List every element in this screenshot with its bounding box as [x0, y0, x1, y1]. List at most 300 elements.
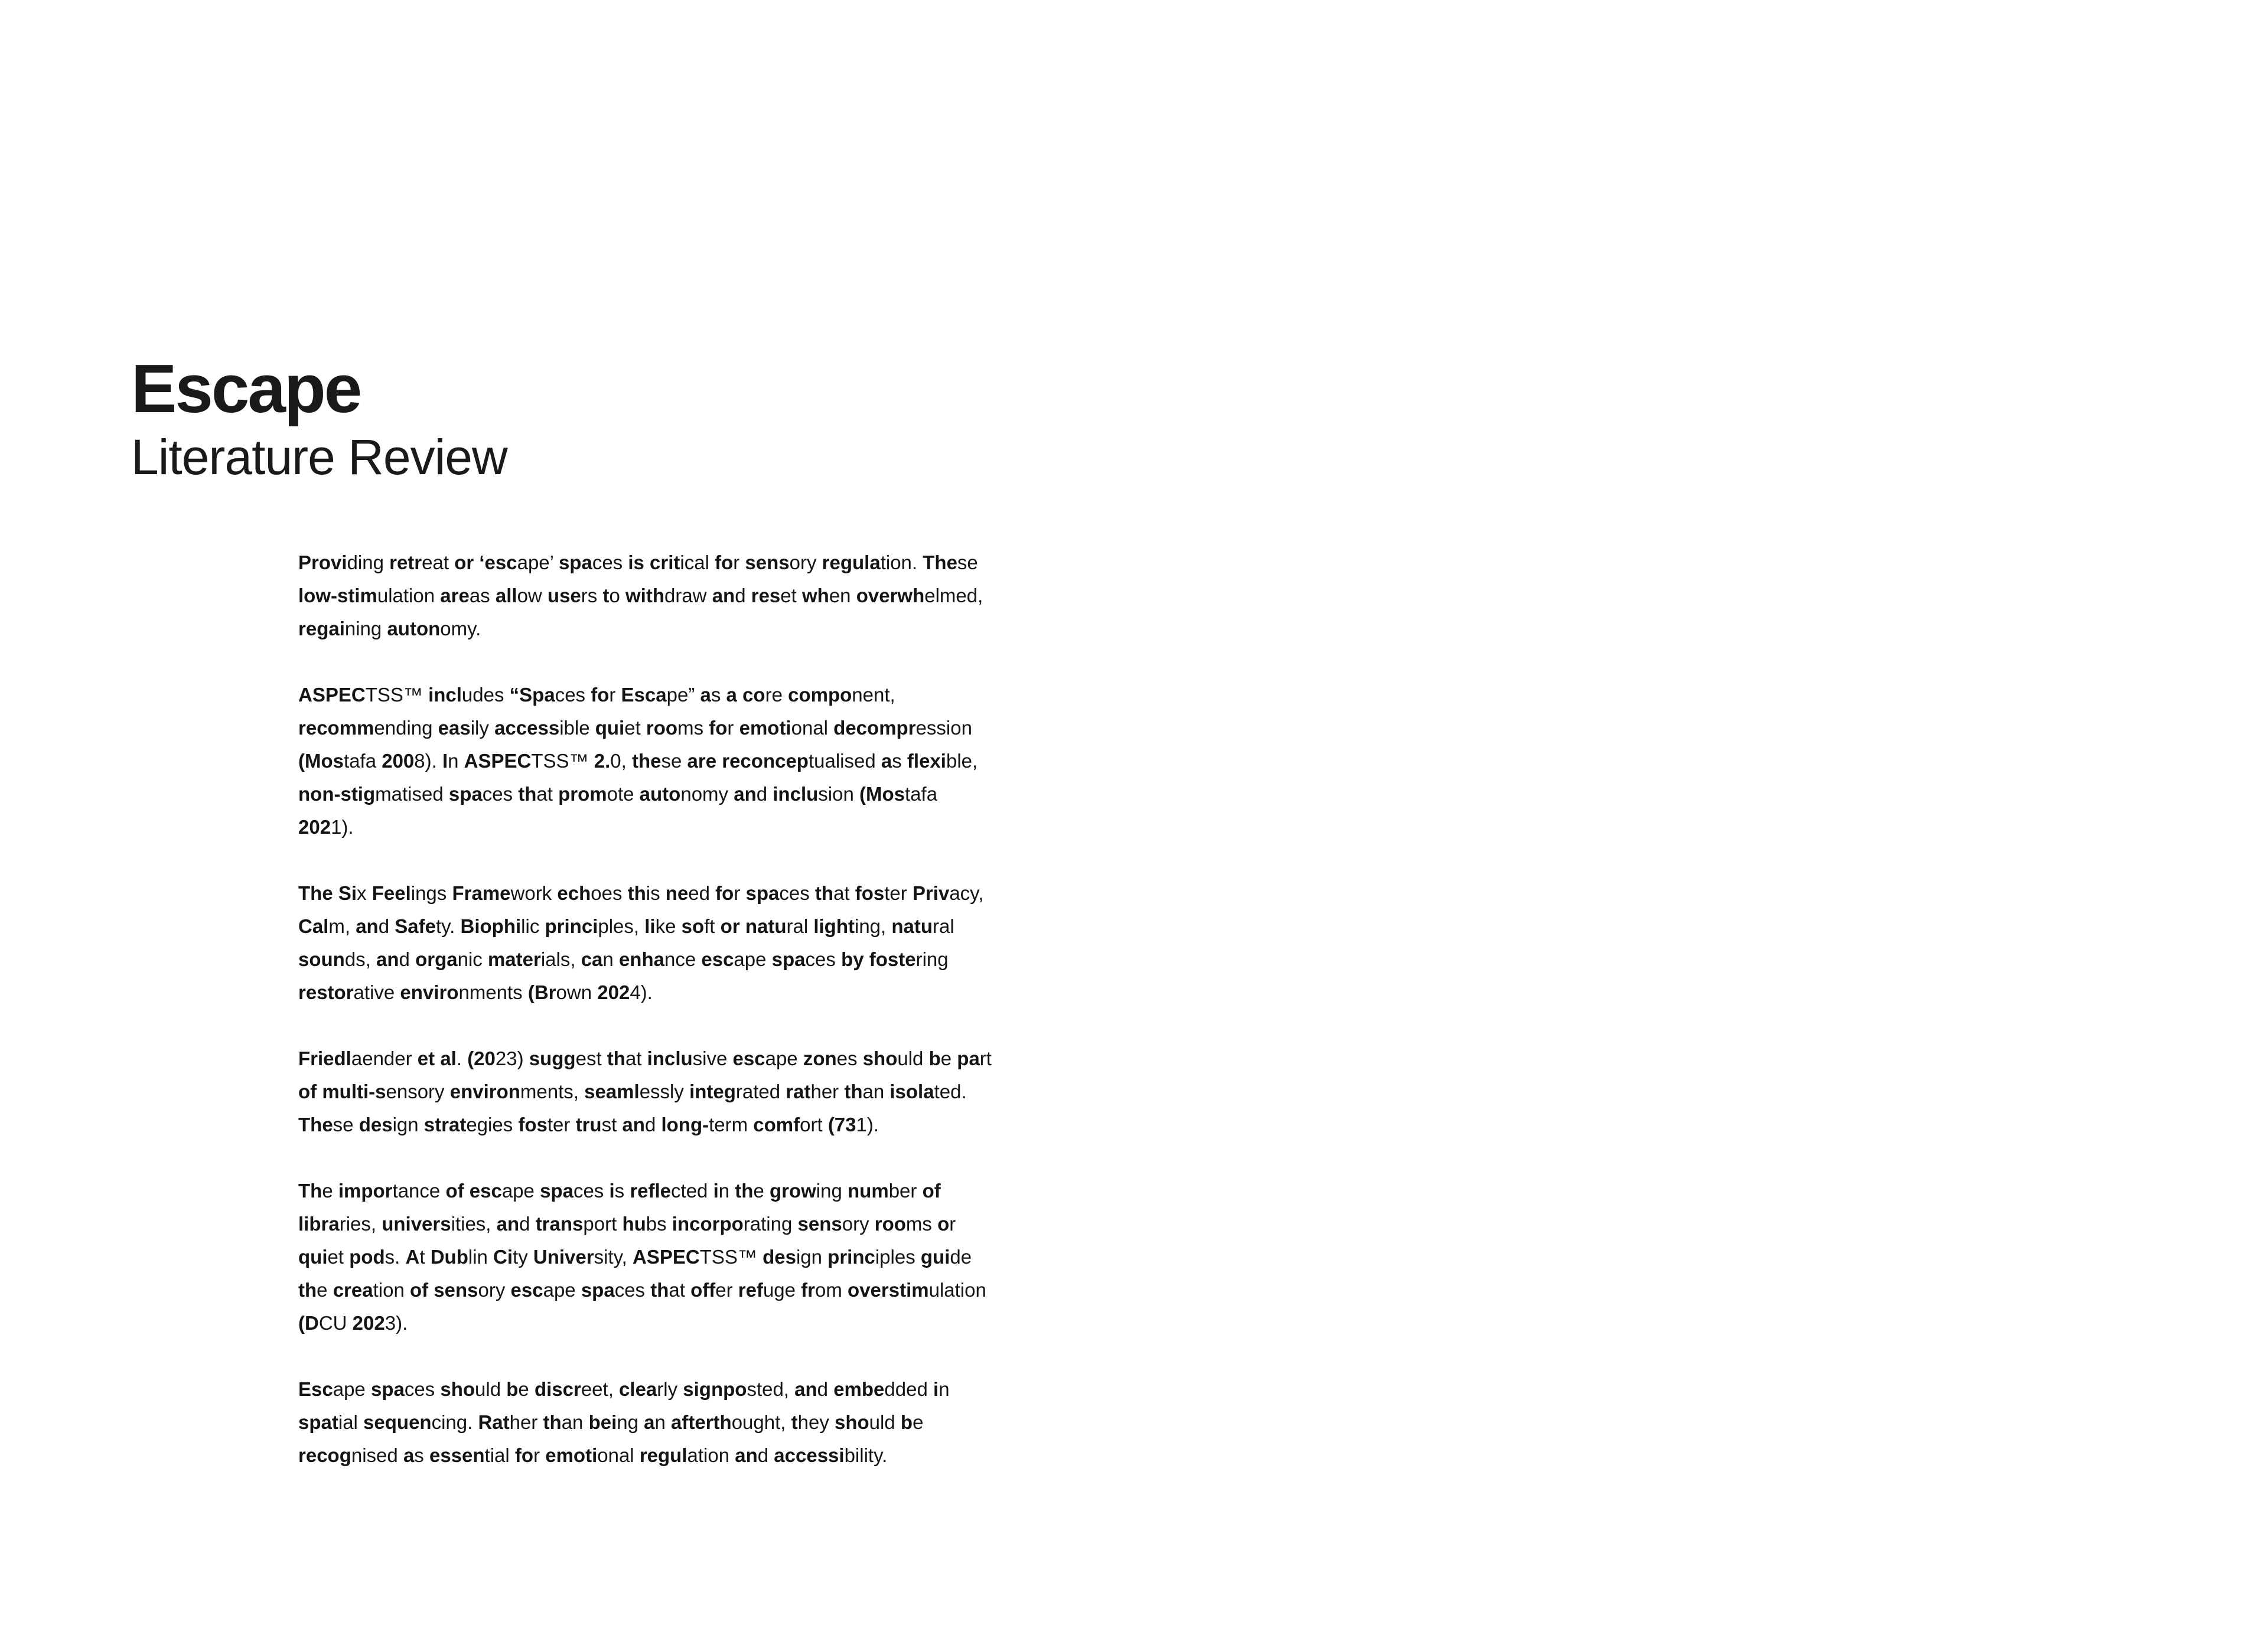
page-header: [131, 350, 507, 485]
text-segment: th: [543, 1411, 562, 1433]
text-segment: 1).: [331, 816, 354, 838]
text-segment: d: [519, 1213, 536, 1235]
text-segment: port: [583, 1213, 623, 1235]
text-segment: bility.: [844, 1444, 888, 1466]
text-segment: princ: [827, 1246, 875, 1268]
text-segment: a: [644, 1411, 655, 1433]
text-segment: spat: [298, 1411, 338, 1433]
text-segment: spa: [540, 1180, 573, 1202]
text-segment: princi: [545, 915, 598, 937]
text-segment: qui: [298, 1246, 328, 1268]
text-segment: ial: [338, 1411, 364, 1433]
text-segment: an: [376, 948, 399, 970]
text-segment: inclu: [647, 1048, 693, 1069]
text-segment: flexi: [907, 750, 946, 772]
text-segment: ASPEC: [633, 1246, 700, 1268]
text-segment: or: [454, 552, 474, 573]
text-segment: recog: [298, 1444, 351, 1466]
text-segment: is: [628, 552, 644, 573]
text-segment: spa: [448, 783, 483, 805]
text-segment: an: [622, 1114, 645, 1135]
text-segment: roo: [874, 1213, 906, 1235]
text-segment: ble,: [946, 750, 978, 772]
text-segment: multi-s: [322, 1081, 386, 1102]
text-segment: TSS™: [531, 750, 594, 772]
text-segment: an: [356, 915, 379, 937]
text-segment: [464, 1180, 470, 1202]
text-segment: ession: [915, 717, 972, 739]
text-segment: acy,: [949, 882, 984, 904]
text-segment: i: [609, 1180, 615, 1202]
text-segment: at: [625, 1048, 647, 1069]
text-segment: qui: [595, 717, 625, 739]
text-segment: nments: [458, 981, 528, 1003]
text-segment: tance: [392, 1180, 446, 1202]
text-segment: [428, 1279, 434, 1301]
text-segment: tafa: [905, 783, 938, 805]
text-segment: Dub: [430, 1246, 468, 1268]
body-paragraph-6: [298, 1373, 995, 1472]
text-segment: discr: [534, 1378, 581, 1400]
text-segment: at: [833, 882, 855, 904]
text-segment: ory: [478, 1279, 511, 1301]
text-segment: auton: [387, 618, 441, 639]
text-segment: th: [627, 882, 646, 904]
text-segment: t: [602, 585, 610, 606]
text-segment: ng: [617, 1411, 644, 1433]
text-segment: of: [445, 1180, 464, 1202]
text-segment: ign: [392, 1114, 424, 1135]
text-segment: work: [510, 882, 558, 904]
text-segment: egies: [466, 1114, 519, 1135]
text-segment: Univer: [533, 1246, 594, 1268]
text-segment: Provi: [298, 552, 347, 573]
text-segment: own: [556, 981, 598, 1003]
text-segment: (20: [467, 1048, 496, 1069]
text-segment: e: [940, 1048, 957, 1069]
text-segment: th: [814, 882, 834, 904]
text-segment: ref: [738, 1279, 763, 1301]
text-segment: The: [298, 1114, 333, 1135]
text-segment: r: [734, 882, 746, 904]
text-segment: i: [933, 1378, 939, 1400]
text-segment: tion: [373, 1279, 410, 1301]
text-segment: [435, 1048, 440, 1069]
text-segment: ory: [842, 1213, 875, 1235]
text-segment: overwh: [856, 585, 925, 606]
text-segment: strat: [423, 1114, 467, 1135]
text-segment: r: [533, 1444, 546, 1466]
text-segment: (Mos: [298, 750, 344, 772]
text-segment: x: [357, 882, 372, 904]
text-segment: d: [757, 1444, 774, 1466]
text-segment: ape: [765, 1048, 803, 1069]
text-segment: of: [922, 1180, 941, 1202]
text-segment: e: [322, 1180, 338, 1202]
text-segment: “Spa: [509, 684, 555, 706]
text-segment: an: [735, 1444, 758, 1466]
text-segment: hey: [797, 1411, 835, 1433]
text-segment: co: [742, 684, 765, 706]
text-segment: i: [713, 1180, 719, 1202]
text-segment: et: [624, 717, 646, 739]
text-segment: essen: [429, 1444, 485, 1466]
text-segment: clea: [619, 1378, 657, 1400]
text-segment: eas: [438, 717, 471, 739]
text-segment: grow: [769, 1180, 816, 1202]
text-segment: ape: [501, 1180, 540, 1202]
text-segment: emoti: [739, 717, 791, 739]
text-segment: n: [718, 1180, 735, 1202]
text-segment: integ: [689, 1081, 736, 1102]
text-segment: ber: [888, 1180, 923, 1202]
text-segment: retr: [389, 552, 422, 573]
text-segment: non-stig: [298, 783, 376, 805]
text-segment: crit: [650, 552, 680, 573]
text-segment: cing.: [431, 1411, 478, 1433]
text-segment: ible: [559, 717, 595, 739]
text-segment: matised: [375, 783, 449, 805]
text-segment: d: [644, 1114, 662, 1135]
text-segment: spa: [581, 1279, 615, 1301]
text-segment: ow: [517, 585, 548, 606]
text-segment: essly: [639, 1081, 690, 1102]
text-segment: sens: [745, 552, 790, 573]
text-segment: nised: [351, 1444, 403, 1466]
text-segment: esc: [469, 1180, 502, 1202]
text-segment: et: [327, 1246, 350, 1268]
text-segment: n: [602, 948, 619, 970]
text-segment: o: [937, 1213, 950, 1235]
text-segment: udes: [461, 684, 510, 706]
text-segment: ical: [680, 552, 715, 573]
text-segment: natu: [891, 915, 933, 937]
text-segment: d: [817, 1378, 834, 1400]
text-segment: rs: [581, 585, 603, 606]
text-segment: signpo: [683, 1378, 747, 1400]
text-segment: ding: [347, 552, 390, 573]
text-segment: nce: [664, 948, 702, 970]
text-segment: Esca: [621, 684, 667, 706]
text-segment: or: [720, 915, 740, 937]
text-segment: hu: [622, 1213, 646, 1235]
text-segment: 2.: [594, 750, 611, 772]
text-segment: overstim: [848, 1279, 929, 1301]
text-segment: ASPEC: [464, 750, 532, 772]
text-segment: s.: [384, 1246, 406, 1268]
text-segment: fo: [591, 684, 610, 706]
text-segment: orga: [415, 948, 458, 970]
text-segment: sho: [440, 1378, 475, 1400]
text-segment: num: [848, 1180, 889, 1202]
text-segment: b: [928, 1048, 941, 1069]
text-segment: [474, 552, 479, 573]
text-segment: d: [756, 783, 773, 805]
text-segment: Ci: [493, 1246, 513, 1268]
text-segment: Safe: [395, 915, 436, 937]
text-segment: th: [844, 1081, 863, 1102]
text-segment: A: [405, 1246, 420, 1268]
text-segment: afterth: [671, 1411, 732, 1433]
text-segment: ral: [786, 915, 814, 937]
text-segment: des: [359, 1114, 393, 1135]
text-segment: th: [298, 1279, 317, 1301]
text-segment: des: [762, 1246, 796, 1268]
text-segment: iples: [875, 1246, 921, 1268]
text-segment: esc: [732, 1048, 765, 1069]
text-segment: rly: [657, 1378, 683, 1400]
text-segment: ds,: [344, 948, 377, 970]
text-segment: [740, 915, 745, 937]
text-segment: onal: [791, 717, 834, 739]
text-segment: enha: [618, 948, 664, 970]
text-segment: rt: [979, 1048, 992, 1069]
text-segment: ty: [513, 1246, 533, 1268]
text-segment: enviro: [400, 981, 459, 1003]
text-segment: ft: [704, 915, 721, 937]
text-segment: 1).: [856, 1114, 879, 1135]
text-segment: an: [496, 1213, 520, 1235]
text-segment: nic: [457, 948, 488, 970]
text-segment: low-stim: [298, 585, 377, 606]
text-segment: tualised: [808, 750, 881, 772]
text-segment: th: [735, 1180, 754, 1202]
text-segment: at: [536, 783, 559, 805]
text-segment: ing: [816, 1180, 848, 1202]
text-segment: ed: [688, 882, 716, 904]
text-segment: 202: [597, 981, 630, 1003]
text-segment: tafa: [344, 750, 382, 772]
text-segment: 8).: [414, 750, 442, 772]
text-segment: foste: [869, 948, 916, 970]
text-segment: all: [495, 585, 517, 606]
text-segment: oes: [591, 882, 628, 904]
text-segment: tion.: [880, 552, 923, 573]
text-segment: fo: [715, 882, 734, 904]
text-segment: regul: [639, 1444, 687, 1466]
text-segment: aender: [351, 1048, 418, 1069]
text-segment: ke: [655, 915, 682, 937]
text-segment: [716, 750, 722, 772]
text-segment: spa: [370, 1378, 405, 1400]
text-segment: ings: [410, 882, 452, 904]
text-segment: TSS™: [365, 684, 429, 706]
text-segment: m,: [328, 915, 356, 937]
text-segment: ces: [404, 1378, 441, 1400]
page-subtitle: Literature Review: [131, 429, 507, 485]
text-segment: sugg: [529, 1048, 576, 1069]
text-segment: n: [448, 750, 464, 772]
text-segment: access: [494, 717, 560, 739]
text-segment: ape: [734, 948, 772, 970]
text-segment: incorpo: [672, 1213, 744, 1235]
text-segment: sted,: [747, 1378, 795, 1400]
text-segment: draw: [664, 585, 712, 606]
text-segment: Rat: [478, 1411, 510, 1433]
text-segment: d: [399, 948, 416, 970]
text-segment: ative: [353, 981, 400, 1003]
text-segment: re: [765, 684, 788, 706]
text-segment: b: [506, 1378, 519, 1400]
text-segment: natu: [745, 915, 787, 937]
text-segment: uld: [869, 1411, 901, 1433]
text-segment: s: [414, 1444, 429, 1466]
text-segment: refle: [630, 1180, 672, 1202]
text-segment: light: [813, 915, 855, 937]
text-segment: sho: [835, 1411, 869, 1433]
text-segment: ter: [547, 1114, 576, 1135]
text-segment: rat: [786, 1081, 811, 1102]
text-segment: ory: [789, 552, 822, 573]
text-segment: with: [625, 585, 664, 606]
text-segment: tru: [575, 1114, 602, 1135]
text-segment: om: [815, 1279, 848, 1301]
body-paragraph-1: [298, 546, 995, 645]
text-segment: uge: [762, 1279, 801, 1301]
text-segment: fo: [709, 717, 728, 739]
text-segment: spa: [745, 882, 780, 904]
text-segment: use: [547, 585, 581, 606]
text-segment: isola: [889, 1081, 934, 1102]
text-segment: ‘esc: [479, 552, 517, 573]
text-segment: I: [442, 750, 448, 772]
text-segment: li: [644, 915, 656, 937]
text-segment: tial: [484, 1444, 515, 1466]
text-segment: ms: [677, 717, 709, 739]
text-segment: a: [881, 750, 892, 772]
text-segment: The: [298, 882, 333, 904]
text-segment: ote: [607, 783, 640, 805]
text-segment: ces: [573, 1180, 610, 1202]
literature-review-body: [298, 546, 995, 1472]
text-segment: ces: [614, 1279, 651, 1301]
text-segment: Cal: [298, 915, 329, 937]
text-segment: 202: [352, 1312, 385, 1334]
text-segment: CU: [318, 1312, 353, 1334]
text-segment: er: [715, 1279, 738, 1301]
text-segment: et: [417, 1048, 435, 1069]
text-segment: st: [601, 1114, 623, 1135]
text-segment: TSS™: [699, 1246, 763, 1268]
text-segment: ulation: [377, 585, 441, 606]
text-segment: ily: [470, 717, 495, 739]
text-segment: The: [923, 552, 957, 573]
text-segment: are: [687, 750, 717, 772]
text-segment: 4).: [630, 981, 653, 1003]
text-segment: t: [419, 1246, 431, 1268]
text-segment: 0,: [610, 750, 632, 772]
text-segment: ces: [482, 783, 519, 805]
text-segment: eet,: [581, 1378, 620, 1400]
text-segment: th: [650, 1279, 669, 1301]
text-segment: libra: [298, 1213, 340, 1235]
text-segment: sequen: [363, 1411, 432, 1433]
text-segment: pe”: [666, 684, 700, 706]
text-segment: mater: [487, 948, 541, 970]
text-segment: (Br: [527, 981, 556, 1003]
text-segment: Esc: [298, 1378, 333, 1400]
text-segment: (D: [298, 1312, 319, 1334]
text-segment: the: [631, 750, 662, 772]
text-segment: bei: [588, 1411, 617, 1433]
text-segment: uld: [897, 1048, 929, 1069]
text-segment: es: [836, 1048, 863, 1069]
text-segment: (73: [827, 1114, 856, 1135]
text-segment: th: [607, 1048, 625, 1069]
text-segment: 23): [495, 1048, 529, 1069]
text-segment: ities,: [451, 1213, 497, 1235]
text-segment: ials,: [540, 948, 581, 970]
text-segment: fos: [518, 1114, 548, 1135]
text-segment: Th: [298, 1180, 322, 1202]
text-segment: Feel: [372, 882, 411, 904]
text-segment: r: [727, 717, 739, 739]
text-segment: onal: [597, 1444, 640, 1466]
text-segment: ing,: [855, 915, 892, 937]
text-segment: r: [949, 1213, 956, 1235]
text-segment: decompr: [833, 717, 916, 739]
text-segment: ces: [592, 552, 628, 573]
text-segment: regai: [298, 618, 345, 639]
text-segment: at: [669, 1279, 691, 1301]
text-segment: Biophi: [460, 915, 522, 937]
text-segment: s: [711, 684, 726, 706]
text-segment: emoti: [545, 1444, 598, 1466]
text-segment: ning: [344, 618, 387, 639]
text-segment: an: [794, 1378, 817, 1400]
text-segment: inclu: [773, 783, 819, 805]
text-segment: incl: [428, 684, 462, 706]
text-segment: ments,: [520, 1081, 585, 1102]
text-segment: o: [609, 585, 625, 606]
text-segment: impor: [338, 1180, 393, 1202]
text-segment: prom: [558, 783, 607, 805]
text-segment: elmed,: [924, 585, 983, 606]
text-segment: ASPEC: [298, 684, 366, 706]
text-segment: e: [913, 1411, 924, 1433]
text-segment: an: [862, 1081, 890, 1102]
text-segment: (Mos: [859, 783, 905, 805]
text-segment: e: [518, 1378, 535, 1400]
text-segment: an: [561, 1411, 589, 1433]
text-segment: sity,: [594, 1246, 633, 1268]
text-segment: of: [409, 1279, 429, 1301]
text-segment: th: [518, 783, 537, 805]
text-segment: ter: [884, 882, 913, 904]
text-segment: res: [751, 585, 781, 606]
text-segment: reconcep: [722, 750, 809, 772]
text-segment: are: [440, 585, 470, 606]
text-segment: d: [735, 585, 751, 606]
text-segment: an: [734, 783, 757, 805]
text-segment: pod: [349, 1246, 385, 1268]
text-segment: lic: [521, 915, 545, 937]
text-segment: is: [646, 882, 666, 904]
text-segment: pa: [957, 1048, 980, 1069]
text-segment: her: [509, 1411, 543, 1433]
text-segment: term: [709, 1114, 754, 1135]
text-segment: s: [892, 750, 907, 772]
text-segment: roo: [646, 717, 678, 739]
text-segment: b: [900, 1411, 913, 1433]
text-segment: r: [733, 552, 745, 573]
text-segment: t: [791, 1411, 798, 1433]
text-segment: ces: [805, 948, 842, 970]
text-segment: ech: [557, 882, 591, 904]
text-segment: 200: [382, 750, 415, 772]
text-segment: se: [957, 552, 978, 573]
text-segment: environ: [449, 1081, 520, 1102]
